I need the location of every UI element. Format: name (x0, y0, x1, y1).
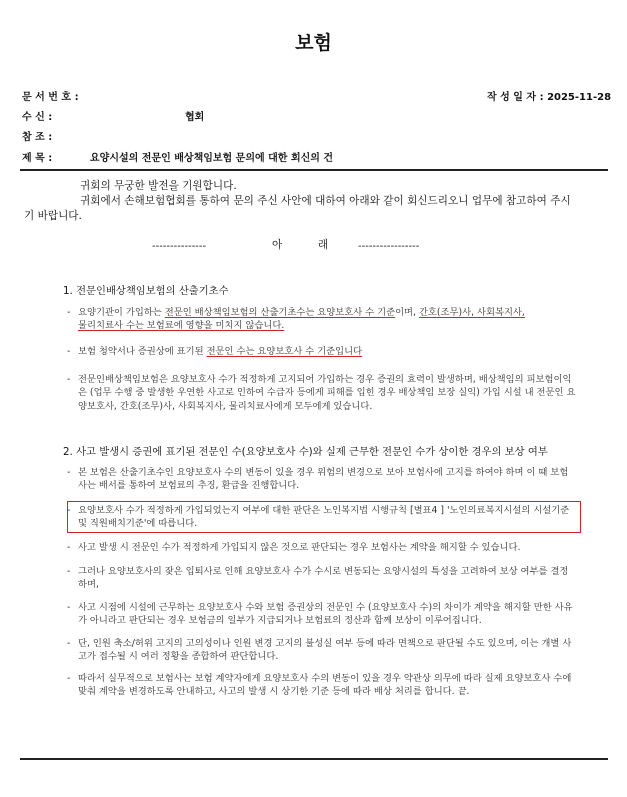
section-2-item-2 (67, 504, 576, 531)
list-dash: - (67, 505, 71, 516)
highlight-underline-4: 전문인 수는 요양보호사 수 기준입니다 (206, 346, 363, 357)
section-1-item-3 (67, 373, 576, 413)
section-2-item-3 (67, 541, 576, 554)
subject-value: 요양시설의 전문인 배상책임보험 문의에 대한 회신의 건 (90, 153, 334, 164)
list-dash: - (67, 467, 71, 478)
header-divider (20, 169, 608, 171)
date-value: 2025-11-28 (547, 92, 612, 103)
separator-word-2: 래 (318, 239, 329, 251)
list-dash: - (67, 346, 71, 357)
item-text: 따라서 실무적으로 보험사는 보험 계약자에게 요양보호사 수의 변동이 있을 경우 약관상 의무에 따라 실제 요양보호사 수에 맞춰 계약을 변경하도록 안내하고, 사고의 발생 시 상기한 기준 등에 따라 배상 처리를 합니다. 끝. (78, 673, 572, 698)
reference-label: 참 조 : (22, 132, 53, 143)
item-text: 보험 청약서나 증권상에 표기된 (78, 346, 207, 357)
intro-line-3: 기 바랍니다. (24, 210, 82, 222)
item-text: 전문인배상책임보험은 요양보호사 수가 적정하게 고지되어 가입하는 경우 증권의 효력이 발생하며, 배상책임의 피보험이익은 (업무 수행 중 발생한 우연한 사고로 인하여 수급자 등에게 피해를 입힌 경우 배상책임 보장 실익) 가입 시설 내 전문인 요양보호사, 간호(조무)사, 사회복지사, 물리치료사에게 모두에게 있습니다. (78, 374, 576, 412)
intro-line-2: 귀회에서 손해보험협회를 통하여 문의 주신 사안에 대하여 아래와 같이 회신드리오니 업무에 참고하여 주시 (80, 195, 571, 207)
list-dash: - (67, 374, 71, 385)
list-dash: - (67, 602, 71, 613)
separator-word-1: 아 (272, 239, 283, 251)
subject-label: 제 목 : (22, 153, 53, 164)
separator-right: ----------------- (358, 241, 420, 252)
section-2-item-1 (67, 466, 576, 493)
item-text: 요양기관이 가입하는 (78, 307, 165, 318)
separator-left: --------------- (152, 241, 207, 252)
recipient-value: 협회 (185, 112, 205, 123)
section-2-item-5 (67, 601, 576, 628)
item-text: 사고 발생 시 전문인 수가 적정하게 가입되지 않은 것으로 판단되는 경우 보험사는 계약을 해지할 수 있습니다. (78, 542, 521, 553)
section-1-item-1 (67, 306, 576, 333)
section-2-item-7 (67, 672, 576, 699)
document-title: 보험 (295, 32, 332, 54)
item-text: 단, 인원 축소/허위 고지의 고의성이나 인원 변경 고지의 불성실 여부 등에 따라 면책으로 판단될 수도 있으며, 이는 개별 사고가 접수될 시 여러 정황을 종합하여 판단합니다. (78, 638, 572, 663)
list-dash: - (67, 307, 71, 318)
date-label: 작 성 일 자 : (487, 92, 544, 103)
intro-line-1: 귀회의 무궁한 발전을 기원합니다. (80, 180, 237, 192)
section-2-heading: 2. 사고 발생시 증권에 표기된 전문인 수(요양보호사 수)와 실제 근무한 전문인 수가 상이한 경우의 보상 여부 (63, 446, 548, 458)
doc-no-label: 문 서 번 호 : (22, 92, 79, 103)
section-1-item-2 (67, 345, 576, 358)
list-dash: - (67, 673, 71, 684)
highlight-underline-2: 간호(조무)사, 사회복지사, (418, 307, 525, 318)
item-text: 그러나 요양보호사의 잦은 입퇴사로 인해 요양보호사 수가 수시로 변동되는 요양시설의 특성을 고려하여 보상 여부를 결정하며, (78, 566, 569, 591)
section-1-heading: 1. 전문인배상책임보험의 산출기초수 (63, 285, 229, 297)
section-2-item-6 (67, 637, 576, 664)
item-text: 본 보험은 산출기초수인 요양보호사 수의 변동이 있을 경우 위험의 변경으로 보아 보험사에 고지를 하여야 하며 이 때 보험사는 배서를 통하여 보험료의 추징, 환급을 진행합니다. (78, 467, 569, 492)
footer-divider (20, 758, 608, 760)
recipient-label: 수 신 : (22, 112, 53, 123)
date-field (487, 88, 611, 103)
item-text: 요양보호사 수가 적정하게 가입되었는지 여부에 대한 판단은 노인복지법 시행규칙 [별표4 ] '노인의료복지시설의 시설기준 및 직원배치기준'에 따릅니다. (78, 505, 570, 530)
highlight-underline-3: 물리치료사 수는 보험료에 영향을 미치지 않습니다. (78, 320, 285, 332)
list-dash: - (67, 638, 71, 649)
item-text: 사고 시점에 시설에 근무하는 요양보호사 수와 보험 증권상의 전문인 수 (요양보호사 수)의 차이가 계약을 해지할 만한 사유가 아니라고 판단되는 경우 보험금의 일부가 지급되거나 보험료의 정산과 함께 보상이 이루어집니다. (78, 602, 573, 627)
highlight-underline-1: 전문인 배상책임보험의 산출기초수는 요양보호사 수 기준 (164, 307, 396, 318)
section-2-item-4 (67, 565, 576, 592)
list-dash: - (67, 566, 71, 577)
item-text: 이며, (395, 307, 419, 318)
list-dash: - (67, 542, 71, 553)
